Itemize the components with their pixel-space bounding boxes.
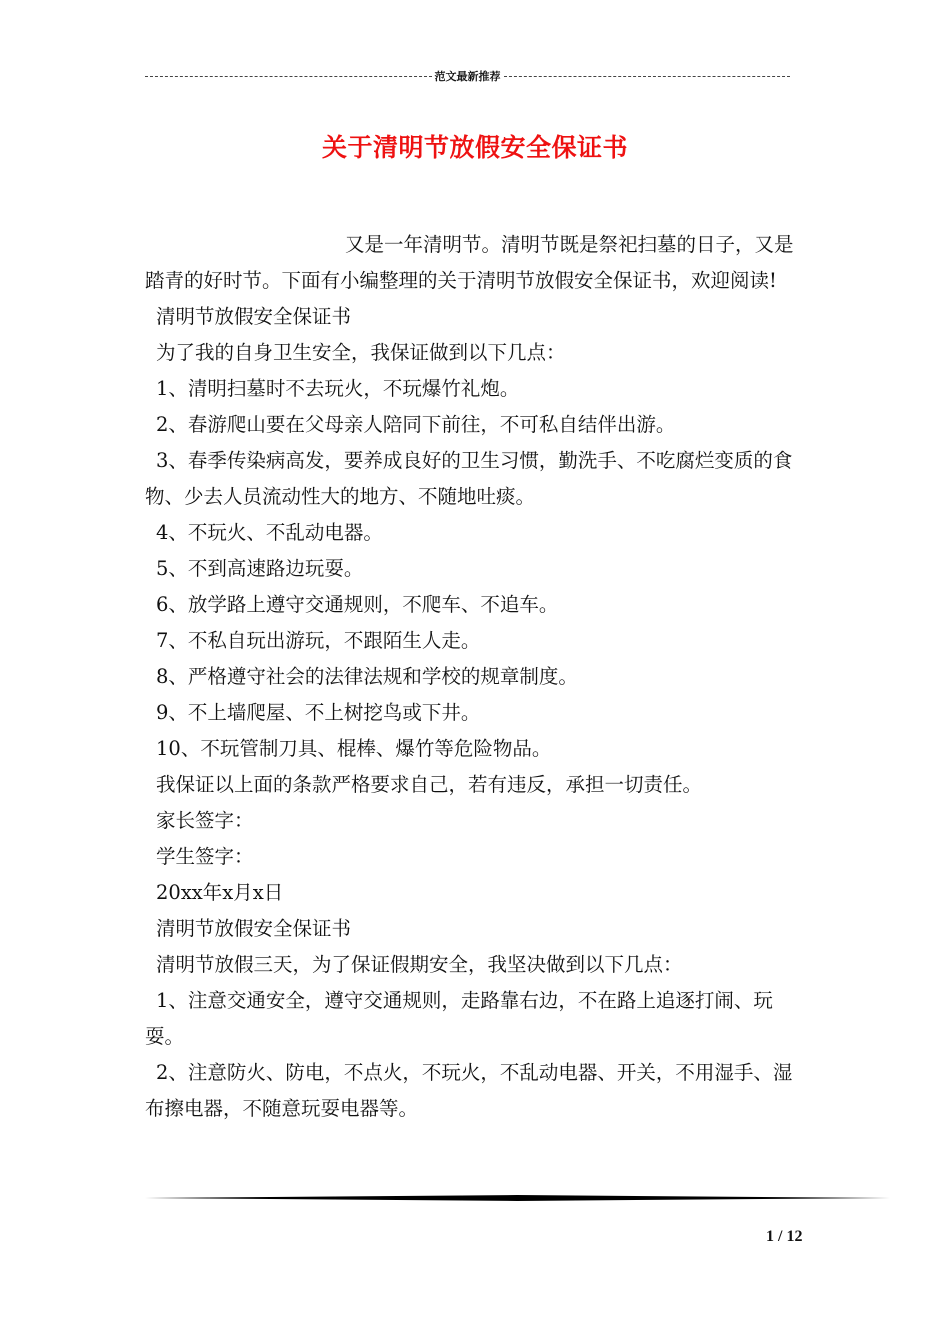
pledge-item: 8、严格遵守社会的法律法规和学校的规章制度。 [156,665,578,688]
pledge-item: 6、放学路上遵守交通规则，不爬车、不追车。 [156,593,559,616]
header-dash-right [504,76,791,77]
pledge-item: 3、春季传染病高发，要养成良好的卫生习惯，勤洗手、不吃腐烂变质的食物、少去人员流动性大的地方、不随地吐痰。 [145,449,793,508]
pledge-item: 9、不上墙爬屋、不上树挖鸟或下井。 [156,701,481,724]
intro-paragraph: 又是一年清明节。清明节既是祭祀扫墓的日子，又是踏青的好时节。下面有小编整理的关于清明节放假安全保证书，欢迎阅读! [145,233,794,292]
header-label: 范文最新推荐 [434,70,501,83]
date-line: 20xx年x月x日 [156,881,284,904]
pledge-intro-1: 为了我的自身卫生安全，我保证做到以下几点： [156,341,566,364]
parent-signature-label: 家长签字： [156,809,254,832]
document-body [145,227,811,1127]
header-dash-left [145,76,432,77]
pledge-item: 10、不玩管制刀具、棍棒、爆竹等危险物品。 [156,737,552,760]
pledge-item: 2、春游爬山要在父母亲人陪同下前往，不可私自结伴出游。 [156,413,676,436]
section-heading-2: 清明节放假安全保证书 [156,917,352,940]
pledge-item: 2、注意防火、防电，不点火，不玩火，不乱动电器、开关，不用湿手、湿布擦电器，不随意玩耍电器等。 [145,1061,793,1120]
pledge-item: 1、注意交通安全，遵守交通规则，走路靠右边，不在路上追逐打闹、玩耍。 [145,989,773,1048]
header-rule [145,68,790,84]
footer-rule [145,1195,890,1201]
document-title: 关于清明节放假安全保证书 [321,133,628,162]
pledge-item: 1、清明扫墓时不去玩火，不玩爆竹礼炮。 [156,377,520,400]
pledge-item: 5、不到高速路边玩耍。 [156,557,364,580]
pledge-item: 7、不私自玩出游玩，不跟陌生人走。 [156,629,481,652]
pledge-item: 4、不玩火、不乱动电器。 [156,521,383,544]
section-heading-1: 清明节放假安全保证书 [156,305,352,328]
pledge-intro-2: 清明节放假三天，为了保证假期安全，我坚决做到以下几点： [156,953,683,976]
pledge-statement: 我保证以上面的条款严格要求自己，若有违反，承担一切责任。 [156,773,703,796]
page-number: 1 / 12 [766,1228,803,1245]
student-signature-label: 学生签字： [156,845,254,868]
